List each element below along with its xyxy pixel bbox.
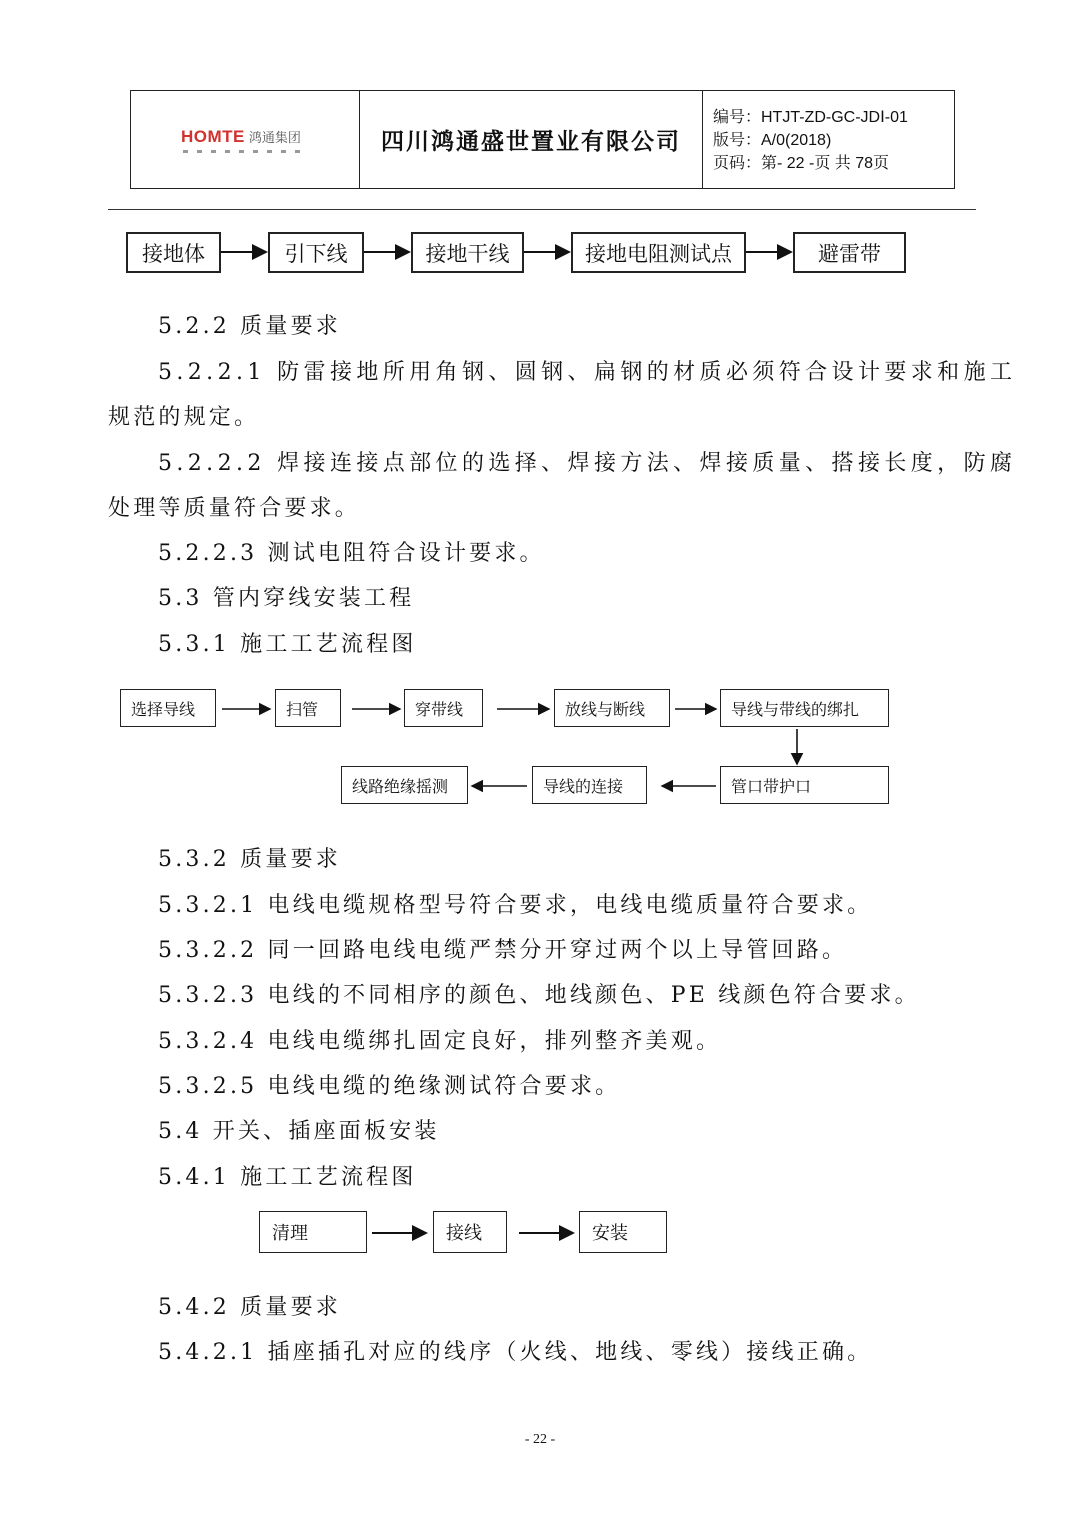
para-5-3: 5.3 管内穿线安装工程: [158, 586, 415, 611]
para-5-2-2-2-b: 处理等质量符合要求。: [108, 496, 361, 521]
flow2-step-6: 管口带护口: [720, 766, 889, 804]
para-5-3-2: 5.3.2 质量要求: [158, 847, 341, 872]
para-5-2-2: 5.2.2 质量要求: [158, 314, 341, 339]
para-5-3-1: 5.3.1 施工工艺流程图: [158, 632, 417, 657]
flow2-step-8: 线路绝缘摇测: [341, 766, 468, 804]
para-5-2-2-1-a: 5.2.2.1 防雷接地所用角钢、圆钢、扁钢的材质必须符合设计要求和施工: [158, 360, 1017, 385]
para-5-3-2-1: 5.3.2.1 电线电缆规格型号符合要求，电线电缆质量符合要求。: [158, 893, 873, 918]
flow3-step-2: 接线: [433, 1211, 507, 1253]
para-5-3-2-5: 5.3.2.5 电线电缆的绝缘测试符合要求。: [158, 1074, 621, 1099]
company-name: 四川鸿通盛世置业有限公司: [360, 91, 703, 188]
flow2-step-5: 导线与带线的绑扎: [720, 689, 889, 727]
logo-brand-cn: 鸿通集团: [248, 130, 301, 145]
flow3-step-1: 清理: [259, 1211, 367, 1253]
flow2-step-7: 导线的连接: [532, 766, 647, 804]
para-5-2-2-1-b: 规范的规定。: [108, 405, 260, 430]
para-5-2-2-2-a: 5.2.2.2 焊接连接点部位的选择、焊接方法、焊接质量、搭接长度，防腐: [158, 451, 1017, 476]
para-5-2-2-3: 5.2.2.3 测试电阻符合设计要求。: [158, 541, 545, 566]
flow1-step-3: 接地干线: [411, 232, 524, 273]
logo-brand: HOMTE: [181, 127, 245, 146]
para-5-4: 5.4 开关、插座面板安装: [158, 1119, 440, 1144]
flow2-step-1: 选择导线: [120, 689, 216, 727]
doc-version: 版号：A/0(2018): [713, 132, 832, 149]
flow1-step-4: 接地电阻测试点: [571, 232, 746, 273]
para-5-3-2-2: 5.3.2.2 同一回路电线电缆严禁分开穿过两个以上导管回路。: [158, 938, 848, 963]
doc-number: 编号：HTJT-ZD-GC-JDⅠ-01: [713, 109, 908, 126]
para-5-3-2-3: 5.3.2.3 电线的不同相序的颜色、地线颜色、PE 线颜色符合要求。: [158, 983, 920, 1008]
flow1-step-5: 避雷带: [793, 232, 906, 273]
flow3-step-3: 安装: [579, 1211, 667, 1253]
para-5-4-2-1: 5.4.2.1 插座插孔对应的线序（火线、地线、零线）接线正确。: [158, 1340, 873, 1365]
para-5-4-2: 5.4.2 质量要求: [158, 1295, 341, 1320]
para-5-3-2-4: 5.3.2.4 电线电缆绑扎固定良好，排列整齐美观。: [158, 1029, 722, 1054]
flow1-step-1: 接地体: [126, 232, 221, 273]
flow1-step-2: 引下线: [268, 232, 364, 273]
flow2-step-2: 扫管: [275, 689, 341, 727]
page-number: - 22 -: [524, 1432, 556, 1447]
flow2-step-3: 穿带线: [404, 689, 483, 727]
doc-page-info: 页码：第- 22 -页 共 78页: [713, 155, 890, 172]
para-5-4-1: 5.4.1 施工工艺流程图: [158, 1165, 417, 1190]
flow2-step-4: 放线与断线: [554, 689, 670, 727]
